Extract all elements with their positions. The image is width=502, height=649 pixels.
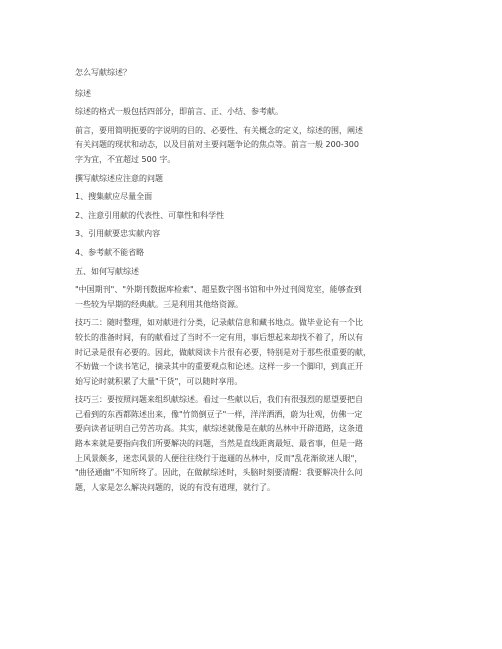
list-item-text: 4、参考献不能省略 xyxy=(75,247,145,257)
paragraph-line: 时记录是很有必要的。因此，做献阅读卡片很有必要，特别是对于那些很重要的献， xyxy=(75,347,371,357)
list-item xyxy=(75,190,437,205)
document-page xyxy=(75,66,437,495)
paragraph-line: 始写论时就积累了大量"干货"，可以随时享用。 xyxy=(75,376,243,386)
paragraph-line: 上风景颇多，迷恋风景的人便往往绕行于迤逦的丛林中，反而"乱花渐欲迷人眼"， xyxy=(75,453,363,463)
heading-text: 综述 xyxy=(75,88,91,98)
section-heading-how-to xyxy=(75,265,437,280)
paragraph-tip-three xyxy=(75,393,437,495)
paragraph-line: 己看到的东西都陈述出来，像"竹筒倒豆子"一样，洋洋洒洒，蔚为壮观，仿佛一定 xyxy=(75,409,363,419)
list-item-text: 3、引用献要忠实献内容 xyxy=(75,229,161,239)
paragraph-sources xyxy=(75,283,437,312)
paragraph-line: 前言，要用简明扼要的字说明的目的、必要性、有关概念的定义，综述的围，阐述 xyxy=(75,125,363,135)
paragraph-line: 不妨做一个读书笔记，摘录其中的重要观点和论述。这样一步一个脚印，到真正开 xyxy=(75,362,363,372)
paragraph-line: 综述的格式一般包括四部分，即前言、正、小结、参考献。 xyxy=(75,107,283,117)
section-heading-summary xyxy=(75,87,437,102)
heading-text: 五、如何写献综述 xyxy=(75,266,139,276)
paragraph-line: 较长的准备时间，有的献看过了当时不一定有用，事后想起来却找不着了，所以有 xyxy=(75,332,363,342)
title-text: 怎么写献综述？ xyxy=(75,68,131,77)
paragraph-line: "曲径通幽"不知所终了。因此，在做献综述时，头脑时刻要清醒：我要解决什么问 xyxy=(75,468,363,478)
list-item-text: 2、注意引用献的代表性、可靠性和科学性 xyxy=(75,210,225,220)
paragraph-format xyxy=(75,105,437,120)
paragraph-line: "中国期刊"、"外期刊数据库检索"、超星数字图书馆和中外过刊阅览室，能够查到 xyxy=(75,285,362,295)
list-item xyxy=(75,209,437,224)
section-heading-notes xyxy=(75,172,437,187)
paragraph-line: 路本来就是要指向我们所要解决的问题，当然是直线距离最短、最省事，但是一路 xyxy=(75,439,363,449)
paragraph-line: 要向读者证明自己劳苦功高。其实，献综述就像是在献的丛林中开辟道路，这条道 xyxy=(75,424,363,434)
heading-text: 撰写献综述应注意的问题 xyxy=(75,173,163,183)
paragraph-line: 字为宜，不宜超过 500 字。 xyxy=(75,154,176,164)
paragraph-preface xyxy=(75,124,437,168)
paragraph-line: 有关问题的现状和动态，以及目前对主要问题争论的焦点等。前言一般 200-300 xyxy=(75,140,359,150)
paragraph-tip-two xyxy=(75,316,437,389)
list-item xyxy=(75,246,437,261)
paragraph-line: 一些较为早期的经典献。三是利用其他络资源。 xyxy=(75,299,243,309)
paragraph-line: 题，人家是怎么解决问题的，说的有没有道理，就行了。 xyxy=(75,482,275,492)
paragraph-line: 技巧二：随时整理，如对献进行分类，记录献信息和藏书地点。做毕业论有一个比 xyxy=(75,318,363,328)
paragraph-line: 技巧三：要按照问题来组织献综述。看过一些献以后，我们有很强烈的愿望要把自 xyxy=(75,395,363,405)
document-title xyxy=(75,66,437,81)
list-item-text: 1、搜集献应尽量全面 xyxy=(75,192,153,202)
list-item xyxy=(75,227,437,242)
